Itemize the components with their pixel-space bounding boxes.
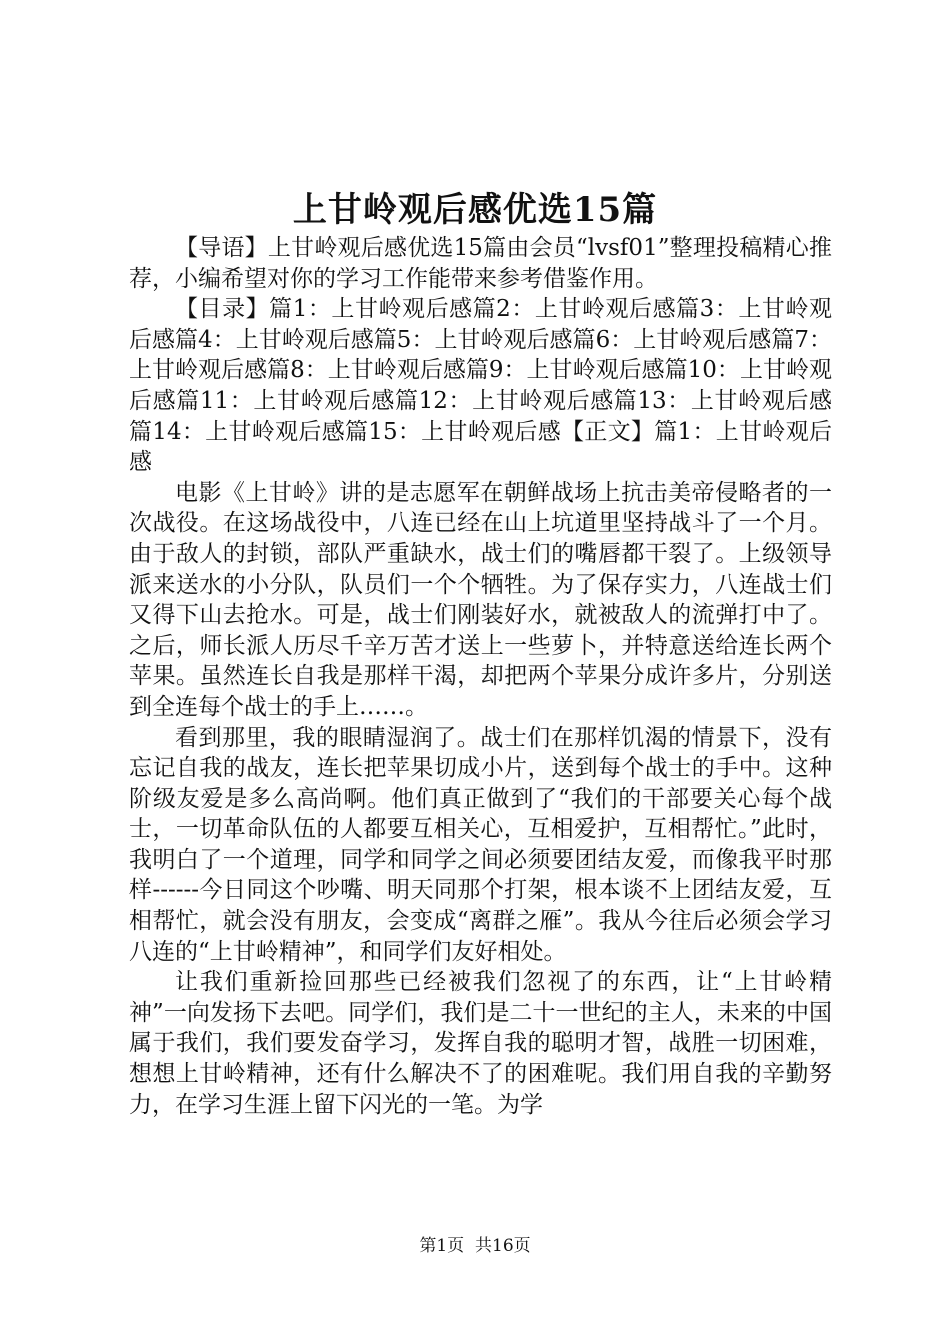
body-paragraph: 电影《上甘岭》讲的是志愿军在朝鲜战场上抗击美帝侵略者的一次战役。在这场战役中，八连已经在山上坑道里坚持战斗了一个月。由于敌人的封锁，部队严重缺水，战士们的嘴唇都干裂了。上级领导派来送水的小分队，队员们一个个牺牲。为了保存实力，八连战士们又得下山去抢水。可是，战士们刚装好水，就被敌人的流弹打中了。之后，师长派人历尽千辛万苦才送上一些萝卜，并特意送给连长两个苹果。虽然连长自我是那样干渴，却把两个苹果分成许多片，分别送到全连每个战士的手上……。 — [129, 479, 832, 720]
page-total: 共16页 — [475, 1236, 531, 1256]
document-body — [129, 233, 832, 1120]
page-number: 第1页 — [419, 1236, 465, 1256]
page-footer — [0, 1234, 950, 1258]
body-paragraph: 让我们重新捡回那些已经被我们忽视了的东西，让“上甘岭精神”一向发扬下去吧。同学们，我们是二十一世纪的主人，未来的中国属于我们，我们要发奋学习，发挥自我的聪明才智，战胜一切困难，想想上甘岭精神，还有什么解决不了的困难呢。我们用自我的辛勤努力，在学习生涯上留下闪光的一笔。为学 — [129, 969, 832, 1118]
body-paragraph: 看到那里，我的眼睛湿润了。战士们在那样饥渴的情景下，没有忘记自我的战友，连长把苹果切成小片，送到每个战士的手中。这种阶级友爱是多么高尚啊。他们真正做到了“我们的干部要关心每个战士，一切革命队伍的人都要互相关心，互相爱护，互相帮忙。”此时，我明白了一个道理，同学和同学之间必须要团结友爱，而像我平时那样------今日同这个吵嘴、明天同那个打架，根本谈不上团结友爱，互相帮忙，就会没有朋友，会变成“离群之雁”。我从今往后必须会学习八连的“上甘岭精神”，和同学们友好相处。 — [129, 724, 832, 965]
document-title: 上甘岭观后感优选15篇 — [292, 190, 658, 230]
table-of-contents-paragraph: 【目录】篇1：上甘岭观后感篇2：上甘岭观后感篇3：上甘岭观后感篇4：上甘岭观后感篇5：上甘岭观后感篇6：上甘岭观后感篇7：上甘岭观后感篇8：上甘岭观后感篇9：上甘岭观后感篇10：上甘岭观后感篇11：上甘岭观后感篇12：上甘岭观后感篇13：上甘岭观后感篇14：上甘岭观后感篇15：上甘岭观后感【正文】篇1：上甘岭观后感 — [129, 296, 832, 476]
intro-paragraph: 【导语】上甘岭观后感优选15篇由会员“lvsf01”整理投稿精心推荐，小编希望对你的学习工作能带来参考借鉴作用。 — [129, 235, 832, 292]
